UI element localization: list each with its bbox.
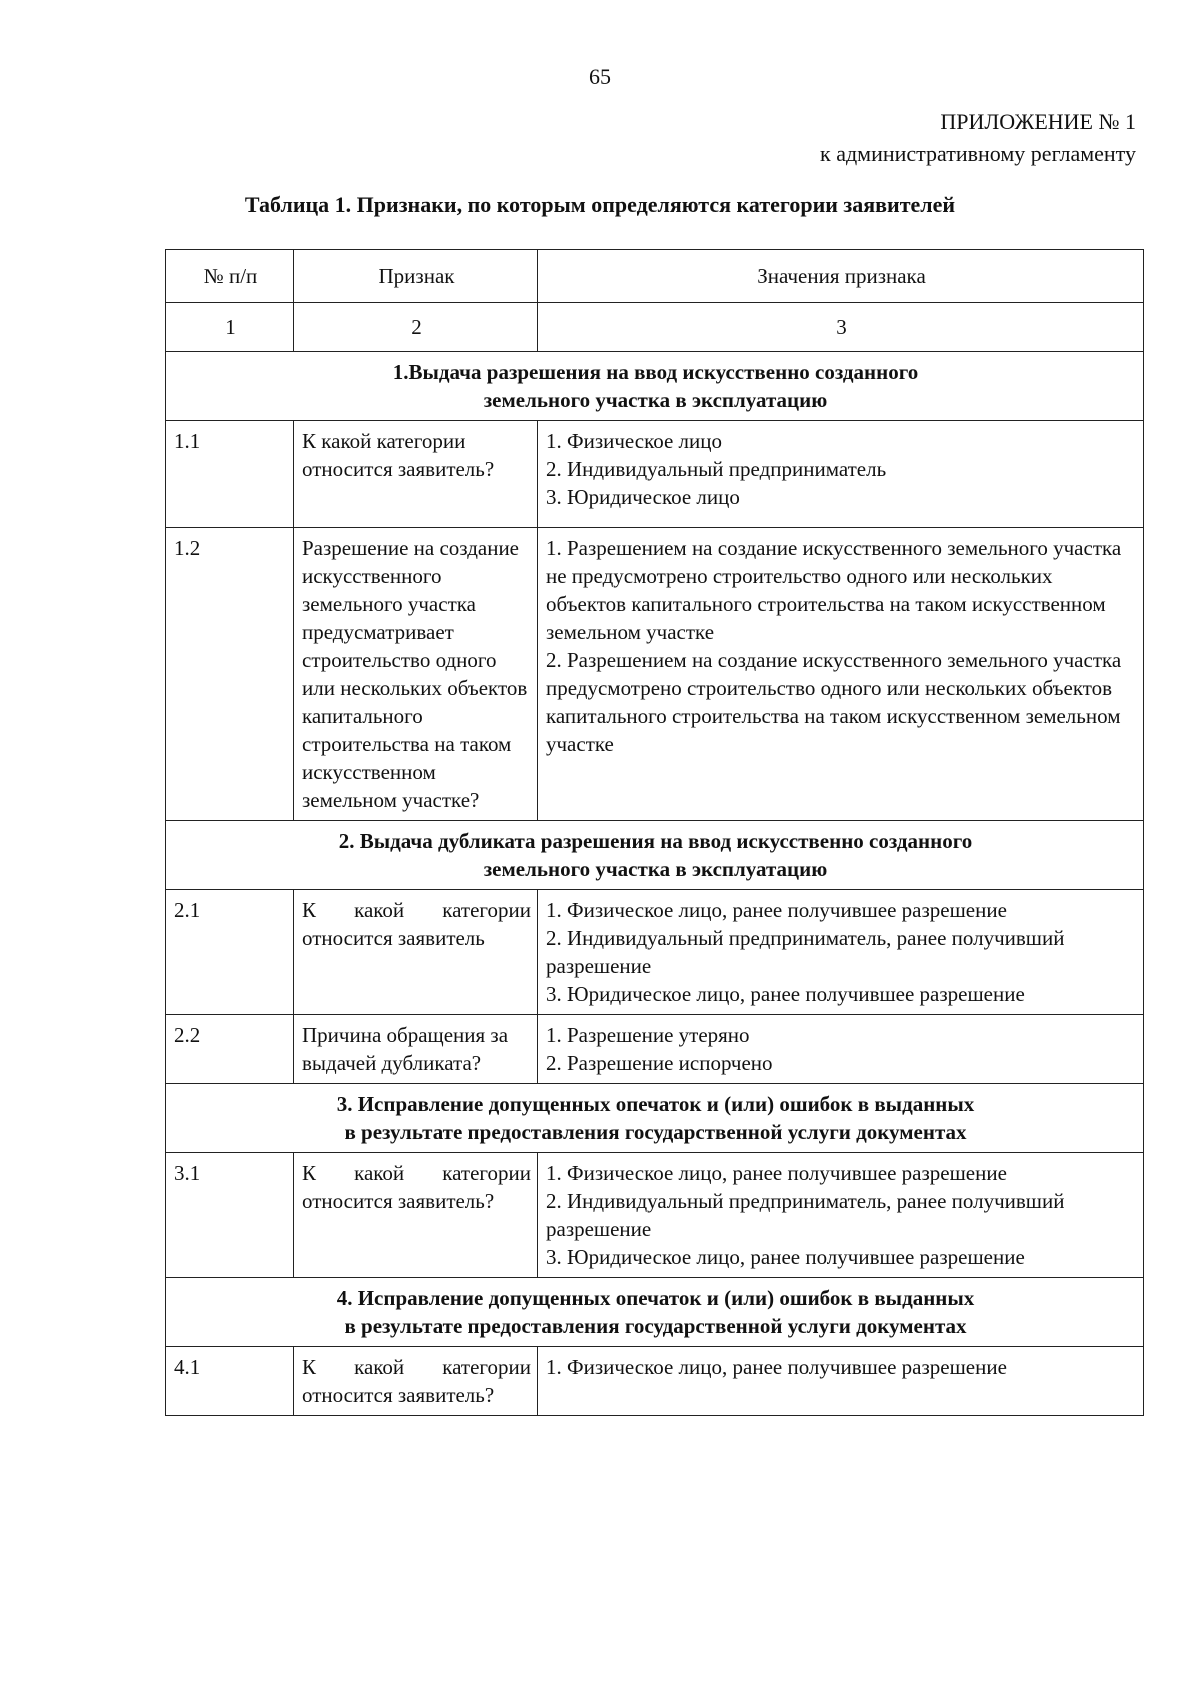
appendix-title: ПРИЛОЖЕНИЕ № 1 — [940, 109, 1136, 134]
row-sign: К какой категории относится заявитель? — [294, 1347, 538, 1416]
table-row — [166, 890, 1144, 1015]
row-sign: Причина обращения за выдачей дубликата? — [294, 1015, 538, 1084]
header-cell-values: Значения признака — [538, 250, 1144, 303]
applicant-categories-table — [165, 249, 1144, 1416]
section-title-line: 3. Исправление допущенных опечаток и (или) ошибок в выданных — [336, 1092, 975, 1116]
row-sign: К какой категории относится заявитель? — [294, 1153, 538, 1278]
value-item: 2. Разрешение испорчено — [546, 1051, 773, 1075]
section-title-line: земельного участка в эксплуатацию — [483, 857, 828, 881]
value-item: 1. Физическое лицо — [546, 429, 723, 453]
row-sign: К какой категории относится заявитель — [294, 890, 538, 1015]
section-title — [166, 352, 1144, 421]
section-title-line: 2. Выдача дубликата разрешения на ввод искусственно созданного — [338, 829, 973, 853]
row-number: 2.1 — [166, 890, 294, 1015]
table-row — [166, 1015, 1144, 1084]
section-title-line: 1.Выдача разрешения на ввод искусственно созданного — [392, 360, 919, 384]
column-number-cell: 3 — [538, 303, 1144, 352]
value-item: 1. Физическое лицо, ранее получившее разрешение — [546, 1355, 1007, 1379]
value-item: 3. Юридическое лицо, ранее получившее разрешение — [546, 1245, 1025, 1269]
section-title — [166, 1084, 1144, 1153]
value-item: 1. Разрешение утеряно — [546, 1023, 750, 1047]
header-cell-sign: Признак — [294, 250, 538, 303]
value-item: 2. Индивидуальный предприниматель — [546, 457, 887, 481]
table-header-row — [166, 250, 1144, 303]
table-row — [166, 1347, 1144, 1416]
page-number: 65 — [589, 64, 611, 89]
row-number: 4.1 — [166, 1347, 294, 1416]
appendix-subtitle: к административному регламенту — [820, 141, 1136, 166]
value-item: 2. Разрешением на создание искусственного земельного участка предусмотрено строительство одного или нескольких объектов капитального строительства на таком искусственном земельном участке — [546, 648, 1122, 756]
table-row — [166, 1153, 1144, 1278]
column-number-cell: 1 — [166, 303, 294, 352]
section-row — [166, 1278, 1144, 1347]
row-values — [538, 1347, 1144, 1416]
value-item: 3. Юридическое лицо, ранее получившее разрешение — [546, 982, 1025, 1006]
value-item: 3. Юридическое лицо — [546, 485, 740, 509]
section-row — [166, 821, 1144, 890]
section-title — [166, 821, 1144, 890]
column-number-cell: 2 — [294, 303, 538, 352]
header-cell-number: № п/п — [166, 250, 294, 303]
row-sign: К какой категории относится заявитель? — [294, 421, 538, 528]
appendix-header — [820, 106, 1136, 170]
row-values — [538, 1153, 1144, 1278]
section-row — [166, 1084, 1144, 1153]
section-title-line: 4. Исправление допущенных опечаток и (или) ошибок в выданных — [336, 1286, 975, 1310]
section-row — [166, 352, 1144, 421]
table-row — [166, 528, 1144, 821]
row-number: 2.2 — [166, 1015, 294, 1084]
value-item: 2. Индивидуальный предприниматель, ранее получивший разрешение — [546, 1189, 1065, 1241]
section-title-line: земельного участка в эксплуатацию — [483, 388, 828, 412]
column-number-row — [166, 303, 1144, 352]
row-sign: Разрешение на создание искусственного земельного участка предусматривает строительство одного или нескольких объектов капитального строительства на таком искусственном земельном участке? — [294, 528, 538, 821]
section-title-line: в результате предоставления государственной услуги документах — [344, 1120, 967, 1144]
row-number: 3.1 — [166, 1153, 294, 1278]
table-caption: Таблица 1. Признаки, по которым определяются категории заявителей — [244, 192, 956, 217]
table-row — [166, 421, 1144, 528]
row-values — [538, 890, 1144, 1015]
row-values — [538, 421, 1144, 528]
row-number: 1.2 — [166, 528, 294, 821]
value-item: 1. Разрешением на создание искусственного земельного участка не предусмотрено строительство одного или нескольких объектов капитального строительства на таком искусственном земельном участке — [546, 536, 1122, 644]
value-item: 1. Физическое лицо, ранее получившее разрешение — [546, 898, 1007, 922]
section-title — [166, 1278, 1144, 1347]
row-number: 1.1 — [166, 421, 294, 528]
section-title-line: в результате предоставления государственной услуги документах — [344, 1314, 967, 1338]
row-values — [538, 1015, 1144, 1084]
row-values — [538, 528, 1144, 821]
value-item: 1. Физическое лицо, ранее получившее разрешение — [546, 1161, 1007, 1185]
value-item: 2. Индивидуальный предприниматель, ранее получивший разрешение — [546, 926, 1065, 978]
